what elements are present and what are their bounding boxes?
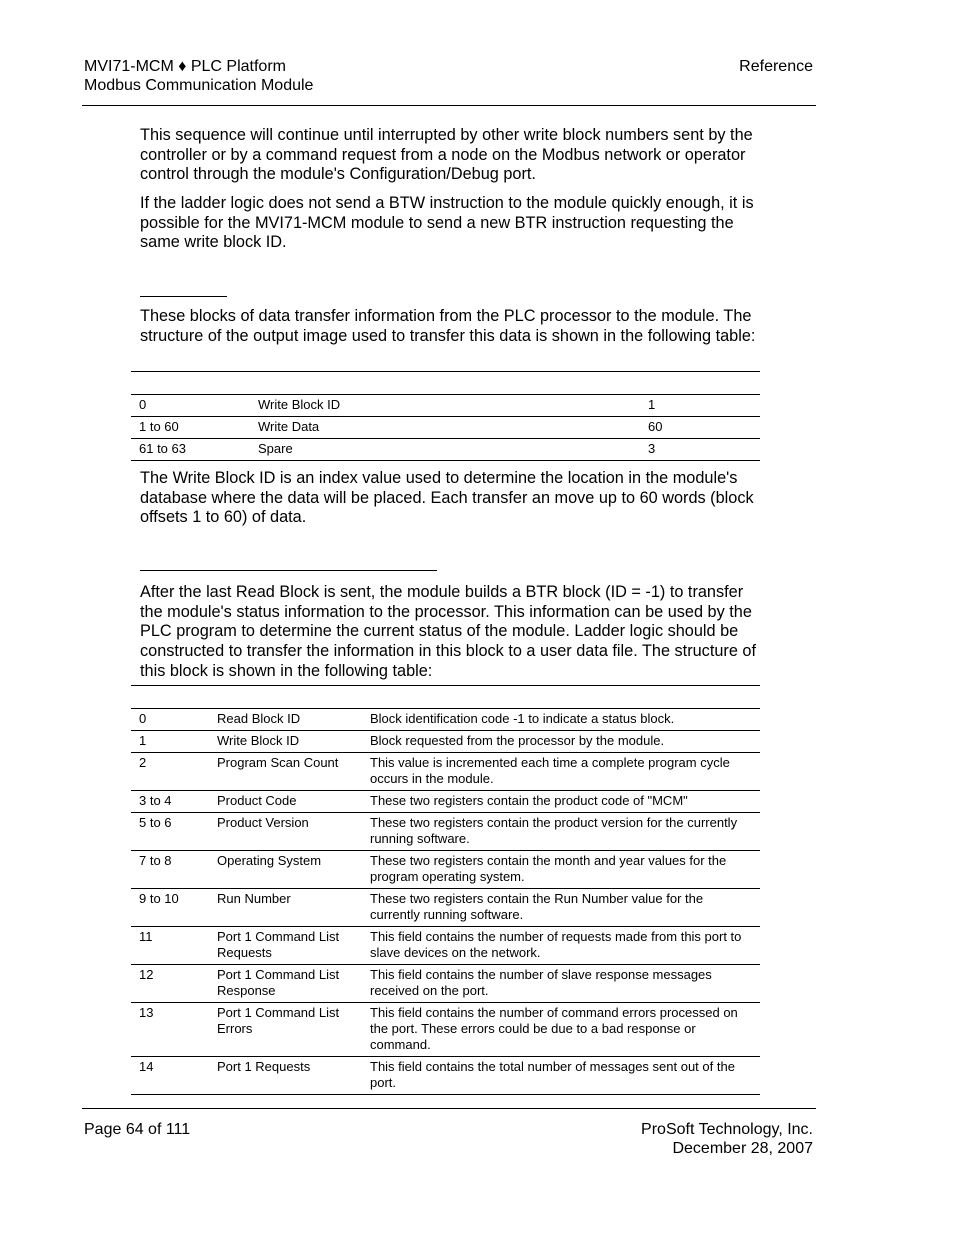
table-row [131, 965, 760, 1003]
table-cell: Port 1 Command List Response [209, 965, 362, 1003]
table-cell: 2 [131, 753, 209, 791]
paragraph-write-block-id: The Write Block ID is an index value used to determine the location in the module's database where the data will be placed. Each transfer an move up to 60 words (block offsets 1 to 60) of data. [140, 469, 754, 527]
table-cell: 5 to 6 [131, 813, 209, 851]
table-cell: 0 [131, 709, 209, 731]
table-cell: Write Block ID [209, 731, 362, 753]
table-cell: These two registers contain the month and year values for the program operating system. [362, 851, 760, 889]
header-product: MVI71-MCM ♦ PLC Platform [84, 58, 286, 75]
table-row [131, 417, 760, 439]
paragraph-write-blocks: These blocks of data transfer information from the PLC processor to the module. The structure of the output image used to transfer this data is shown in the following table: [140, 307, 756, 345]
table-cell: This field contains the number of requests made from this port to slave devices on the network. [362, 927, 760, 965]
table-cell: 11 [131, 927, 209, 965]
table-cell: 7 to 8 [131, 851, 209, 889]
table-cell: Write Block ID [250, 395, 640, 417]
table-cell: 13 [131, 1003, 209, 1057]
footer-company: ProSoft Technology, Inc. [641, 1121, 813, 1138]
table-cell: These two registers contain the product version for the currently running software. [362, 813, 760, 851]
write-table-top-rule [131, 371, 760, 372]
table-cell: 3 [640, 439, 760, 461]
table-cell: Run Number [209, 889, 362, 927]
table-cell: 14 [131, 1057, 209, 1095]
table-cell: This field contains the total number of messages sent out of the port. [362, 1057, 760, 1095]
table-row [131, 851, 760, 889]
table-cell: 12 [131, 965, 209, 1003]
table-cell: 1 [640, 395, 760, 417]
table-row [131, 439, 760, 461]
paragraph-sequence: This sequence will continue until interrupted by other write block numbers sent by the controller or by a command request from a node on the Modbus network or operator control through the module's Configuration/Debug port. [140, 126, 753, 184]
table-cell: These two registers contain the Run Number value for the currently running software. [362, 889, 760, 927]
table-cell: Program Scan Count [209, 753, 362, 791]
table-cell: Block identification code -1 to indicate a status block. [362, 709, 760, 731]
section-heading-underline-2 [140, 570, 437, 571]
table-row [131, 395, 760, 417]
table-cell: These two registers contain the product code of "MCM" [362, 791, 760, 813]
table-row [131, 1057, 760, 1095]
table-cell: 9 to 10 [131, 889, 209, 927]
table-row [131, 889, 760, 927]
footer-rule [82, 1108, 816, 1109]
table-cell: Operating System [209, 851, 362, 889]
footer-date: December 28, 2007 [672, 1140, 813, 1157]
table-cell: This field contains the number of slave response messages received on the port. [362, 965, 760, 1003]
table-cell: Port 1 Command List Requests [209, 927, 362, 965]
table-row [131, 709, 760, 731]
table-cell: This field contains the number of command errors processed on the port. These errors could be due to a bad response or command. [362, 1003, 760, 1057]
status-block-table [131, 709, 760, 1095]
table-cell: 1 to 60 [131, 417, 250, 439]
table-cell: Port 1 Command List Errors [209, 1003, 362, 1057]
header-section: Reference [739, 58, 813, 75]
status-table-top-rule [131, 685, 760, 686]
footer-page-number: Page 64 of 111 [84, 1121, 191, 1138]
table-row [131, 813, 760, 851]
header-rule [82, 105, 816, 106]
header-subtitle: Modbus Communication Module [84, 77, 314, 94]
table-cell: 61 to 63 [131, 439, 250, 461]
write-block-table [131, 395, 760, 461]
table-cell: This value is incremented each time a complete program cycle occurs in the module. [362, 753, 760, 791]
table-cell: 0 [131, 395, 250, 417]
table-cell: Port 1 Requests [209, 1057, 362, 1095]
table-row [131, 753, 760, 791]
table-cell: 60 [640, 417, 760, 439]
table-cell: 1 [131, 731, 209, 753]
table-cell: Product Version [209, 813, 362, 851]
paragraph-status-block: After the last Read Block is sent, the module builds a BTR block (ID = -1) to transfer the module's status information to the processor. This information can be used by the PLC program to determine the current status of the module. Ladder logic should be constructed to transfer the information in this block to a user data file. The structure of this block is shown in the following table: [140, 583, 756, 680]
table-cell: 3 to 4 [131, 791, 209, 813]
table-cell: Block requested from the processor by the module. [362, 731, 760, 753]
paragraph-btw-timing: If the ladder logic does not send a BTW instruction to the module quickly enough, it is possible for the MVI71-MCM module to send a new BTR instruction requesting the same write block ID. [140, 194, 754, 252]
table-row [131, 927, 760, 965]
table-cell: Write Data [250, 417, 640, 439]
table-row [131, 731, 760, 753]
table-cell: Spare [250, 439, 640, 461]
table-row [131, 1003, 760, 1057]
table-cell: Read Block ID [209, 709, 362, 731]
table-cell: Product Code [209, 791, 362, 813]
section-heading-underline [140, 296, 227, 297]
table-row [131, 791, 760, 813]
